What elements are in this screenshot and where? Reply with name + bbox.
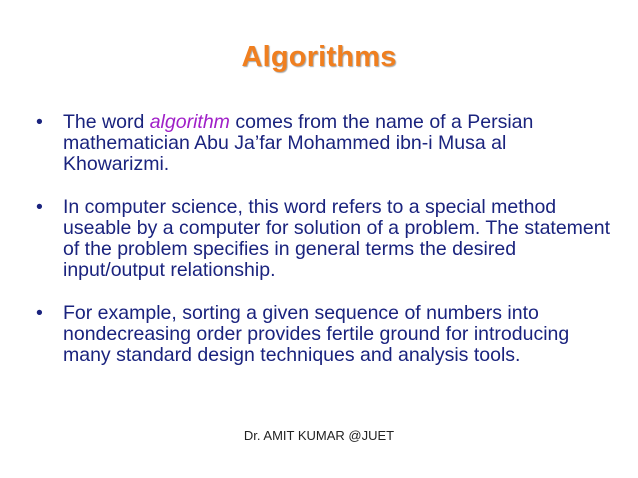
bullet-text-pre: The word xyxy=(63,111,150,133)
bullet-text-post: comes from the name of a Persian mathematician Abu Ja’far Mohammed ibn-i Musa al Khowarizmi. xyxy=(63,111,534,175)
bullet-marker: • xyxy=(36,111,43,133)
bullet-item xyxy=(36,303,616,366)
bullet-text: In computer science, this word refers to a special method useable by a computer for solution of a problem. The statement of the problem specifies in general terms the desired input/output relationship. xyxy=(63,196,611,281)
highlighted-term: algorithm xyxy=(149,111,230,133)
bullet-item xyxy=(36,197,616,281)
bullet-item xyxy=(36,112,616,175)
bullet-marker: • xyxy=(36,302,43,324)
slide-title: Algorithms xyxy=(241,41,397,73)
bullet-list xyxy=(36,112,616,366)
bullet-marker: • xyxy=(36,196,43,218)
slide-footer: Dr. AMIT KUMAR @JUET xyxy=(243,428,395,443)
bullet-text: For example, sorting a given sequence of numbers into nondecreasing order provides fertile ground for introducing many standard design techniques and analysis tools. xyxy=(63,302,570,366)
